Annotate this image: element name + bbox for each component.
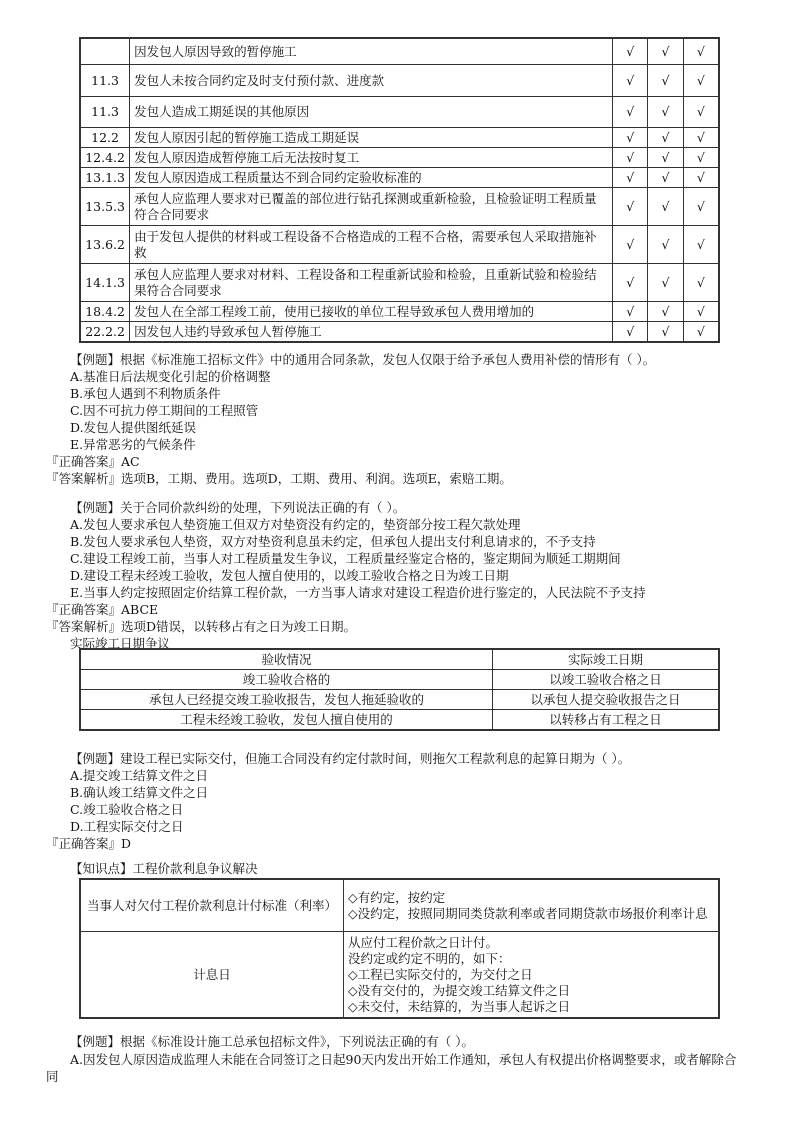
t3-rate-line: ◇没约定，按照同期同类贷款利率或者同期贷款市场报价利率计息 bbox=[348, 905, 708, 921]
t3-date-line: ◇没有交付的，为提交竣工结算文件之日 bbox=[348, 982, 571, 998]
table-row bbox=[81, 128, 719, 148]
t3-date-content bbox=[344, 932, 719, 1018]
table-row bbox=[81, 188, 719, 226]
interest-dispute-table bbox=[80, 879, 719, 1018]
completion-date-table bbox=[80, 649, 719, 730]
clause-content: 因发包人原因导致的暂停施工 bbox=[130, 39, 613, 65]
table-row bbox=[81, 264, 719, 302]
q3-option-b: B.确认竣工结算文件之日 bbox=[70, 785, 209, 800]
compensation-table bbox=[80, 38, 719, 342]
table-row bbox=[81, 302, 719, 322]
check-mark-1: √ bbox=[613, 65, 648, 97]
check-mark-3: √ bbox=[683, 188, 718, 226]
q4-stem: 【例题】根据《标准设计施工总承包招标文件》，下列说法正确的有（ ）。 bbox=[70, 1034, 474, 1049]
check-mark-3: √ bbox=[683, 302, 718, 322]
check-mark-1: √ bbox=[613, 97, 648, 128]
check-mark-2: √ bbox=[648, 322, 683, 342]
t3-date-label: 计息日 bbox=[81, 932, 344, 1018]
q2-option-c: C.建设工程竣工前，当事人对工程质量发生争议，工程质量经鉴定合格的，鉴定期间为顺延工期期间 bbox=[70, 551, 621, 566]
t2-cell: 竣工验收合格的 bbox=[81, 670, 493, 690]
check-mark-3: √ bbox=[683, 97, 718, 128]
check-mark-1: √ bbox=[613, 322, 648, 342]
table-row bbox=[81, 226, 719, 264]
table-row bbox=[81, 148, 719, 168]
q1-stem: 【例题】根据《标准施工招标文件》中的通用合同条款，发包人仅限于给予承包人费用补偿的情形有（ ）。 bbox=[70, 352, 656, 367]
check-mark-1: √ bbox=[613, 188, 648, 226]
t2-header-date: 实际竣工日期 bbox=[493, 650, 719, 670]
check-mark-1: √ bbox=[613, 39, 648, 65]
t2-cell: 承包人已经提交竣工验收报告，发包人拖延验收的 bbox=[81, 690, 493, 710]
q1-option-c: C.因不可抗力停工期间的工程照管 bbox=[70, 403, 259, 418]
check-mark-2: √ bbox=[648, 65, 683, 97]
clause-content: 发包人原因引起的暂停施工造成工期延误 bbox=[130, 128, 613, 148]
check-mark-1: √ bbox=[613, 168, 648, 188]
clause-content: 发包人未按合同约定及时支付预付款、进度款 bbox=[130, 65, 613, 97]
check-mark-2: √ bbox=[648, 302, 683, 322]
clause-number: 14.1.3 bbox=[81, 264, 130, 302]
q1-option-a: A.基准日后法规变化引起的价格调整 bbox=[70, 369, 271, 384]
t3-date-line: 从应付工程价款之日计付。 bbox=[348, 934, 499, 950]
t3-date-line: ◇未交付，未结算的，为当事人起诉之日 bbox=[348, 998, 571, 1014]
clause-content: 发包人在全部工程竣工前，使用已接收的单位工程导致承包人费用增加的 bbox=[130, 302, 613, 322]
clause-content: 因发包人违约导致承包人暂停施工 bbox=[130, 322, 613, 342]
clause-number: 13.6.2 bbox=[81, 226, 130, 264]
clause-number: 11.3 bbox=[81, 65, 130, 97]
clause-content: 承包人应监理人要求对材料、工程设备和工程重新试验和检验，且重新试验和检验结果符合合同要求 bbox=[130, 264, 613, 302]
q1-answer: 『正确答案』AC bbox=[46, 454, 140, 469]
q3-option-a: A.提交竣工结算文件之日 bbox=[70, 768, 209, 783]
check-mark-2: √ bbox=[648, 148, 683, 168]
check-mark-1: √ bbox=[613, 302, 648, 322]
clause-number: 12.4.2 bbox=[81, 148, 130, 168]
t3-rate-label: 当事人对欠付工程价款利息计付标准（利率） bbox=[81, 880, 344, 932]
knowledge-point-title: 【知识点】工程价款利息争议解决 bbox=[70, 861, 258, 876]
check-mark-3: √ bbox=[683, 148, 718, 168]
q2-option-e: E.当事人约定按照固定价结算工程价款，一方当事人请求对建设工程造价进行鉴定的，人民法院不予支持 bbox=[70, 585, 646, 600]
clause-number: 13.5.3 bbox=[81, 188, 130, 226]
q3-answer: 『正确答案』D bbox=[46, 836, 132, 851]
check-mark-2: √ bbox=[648, 168, 683, 188]
t2-cell: 以转移占有工程之日 bbox=[493, 710, 719, 730]
check-mark-3: √ bbox=[683, 226, 718, 264]
check-mark-2: √ bbox=[648, 39, 683, 65]
table-row bbox=[81, 39, 719, 65]
clause-content: 承包人应监理人要求对已覆盖的部位进行钻孔探测或重新检验，且检验证明工程质量符合合同要求 bbox=[130, 188, 613, 226]
q3-stem: 【例题】建设工程已实际交付，但施工合同没有约定付款时间，则拖欠工程款利息的起算日期为（ ）。 bbox=[70, 751, 631, 766]
q2-option-a: A.发包人要求承包人垫资施工但双方对垫资没有约定的，垫资部分按工程欠款处理 bbox=[70, 517, 521, 532]
check-mark-3: √ bbox=[683, 322, 718, 342]
check-mark-2: √ bbox=[648, 128, 683, 148]
clause-number: 12.2 bbox=[81, 128, 130, 148]
q1-option-d: D.发包人提供图纸延误 bbox=[70, 420, 197, 435]
clause-number bbox=[81, 39, 130, 65]
table-row bbox=[81, 168, 719, 188]
t3-date-line: 没约定或约定不明的，如下： bbox=[348, 950, 511, 966]
t2-header-inspection: 验收情况 bbox=[81, 650, 493, 670]
q3-option-d: D.工程实际交付之日 bbox=[70, 819, 184, 834]
check-mark-1: √ bbox=[613, 226, 648, 264]
t3-rate-content bbox=[344, 880, 719, 932]
table-row bbox=[81, 65, 719, 97]
check-mark-1: √ bbox=[613, 264, 648, 302]
check-mark-2: √ bbox=[648, 97, 683, 128]
q1-option-b: B.承包人遇到不利物质条件 bbox=[70, 386, 221, 401]
check-mark-1: √ bbox=[613, 148, 648, 168]
clause-number: 22.2.2 bbox=[81, 322, 130, 342]
clause-number: 11.3 bbox=[81, 97, 130, 128]
clause-content: 发包人原因造成工程质量达不到合同约定验收标准的 bbox=[130, 168, 613, 188]
check-mark-1: √ bbox=[613, 128, 648, 148]
check-mark-2: √ bbox=[648, 226, 683, 264]
q2-option-d: D.建设工程未经竣工验收，发包人擅自使用的，以竣工验收合格之日为竣工日期 bbox=[70, 568, 509, 583]
q4-option-a-line1: A.因发包人原因造成监理人未能在合同签订之日起90天内发出开始工作通知，承包人有权提出价格调整要求，或者解除合 bbox=[70, 1052, 737, 1067]
q4-option-a-line2: 同 bbox=[46, 1069, 59, 1084]
q2-answer: 『正确答案』ABCE bbox=[46, 602, 159, 617]
check-mark-3: √ bbox=[683, 39, 718, 65]
q1-option-e: E.异常恶劣的气候条件 bbox=[70, 437, 196, 452]
completion-date-table-title: 实际竣工日期争议 bbox=[70, 636, 171, 651]
t3-rate-line: ◇有约定，按约定 bbox=[348, 889, 446, 905]
check-mark-3: √ bbox=[683, 128, 718, 148]
q1-analysis: 『答案解析』选项B，工期、费用。选项D，工期、费用、利润。选项E，索赔工期。 bbox=[46, 471, 512, 486]
clause-content: 发包人造成工期延误的其他原因 bbox=[130, 97, 613, 128]
t2-cell: 工程未经竣工验收，发包人擅自使用的 bbox=[81, 710, 493, 730]
t3-date-line: ◇工程已实际交付的，为交付之日 bbox=[348, 966, 533, 982]
clause-number: 13.1.3 bbox=[81, 168, 130, 188]
check-mark-3: √ bbox=[683, 65, 718, 97]
check-mark-3: √ bbox=[683, 168, 718, 188]
q3-option-c: C.竣工验收合格之日 bbox=[70, 802, 184, 817]
check-mark-2: √ bbox=[648, 188, 683, 226]
clause-number: 18.4.2 bbox=[81, 302, 130, 322]
clause-content: 发包人原因造成暂停施工后无法按时复工 bbox=[130, 148, 613, 168]
check-mark-3: √ bbox=[683, 264, 718, 302]
q2-analysis: 『答案解析』选项D错误，以转移占有之日为竣工日期。 bbox=[46, 619, 357, 634]
q2-stem: 【例题】关于合同价款纠纷的处理，下列说法正确的有（ ）。 bbox=[70, 500, 406, 515]
q2-option-b: B.发包人要求承包人垫资，双方对垫资利息虽未约定，但承包人提出支付利息请求的，不予支持 bbox=[70, 534, 596, 549]
t2-cell: 以竣工验收合格之日 bbox=[493, 670, 719, 690]
t2-cell: 以承包人提交验收报告之日 bbox=[493, 690, 719, 710]
check-mark-2: √ bbox=[648, 264, 683, 302]
table-row bbox=[81, 322, 719, 342]
table-row bbox=[81, 97, 719, 128]
clause-content: 由于发包人提供的材料或工程设备不合格造成的工程不合格，需要承包人采取措施补救 bbox=[130, 226, 613, 264]
